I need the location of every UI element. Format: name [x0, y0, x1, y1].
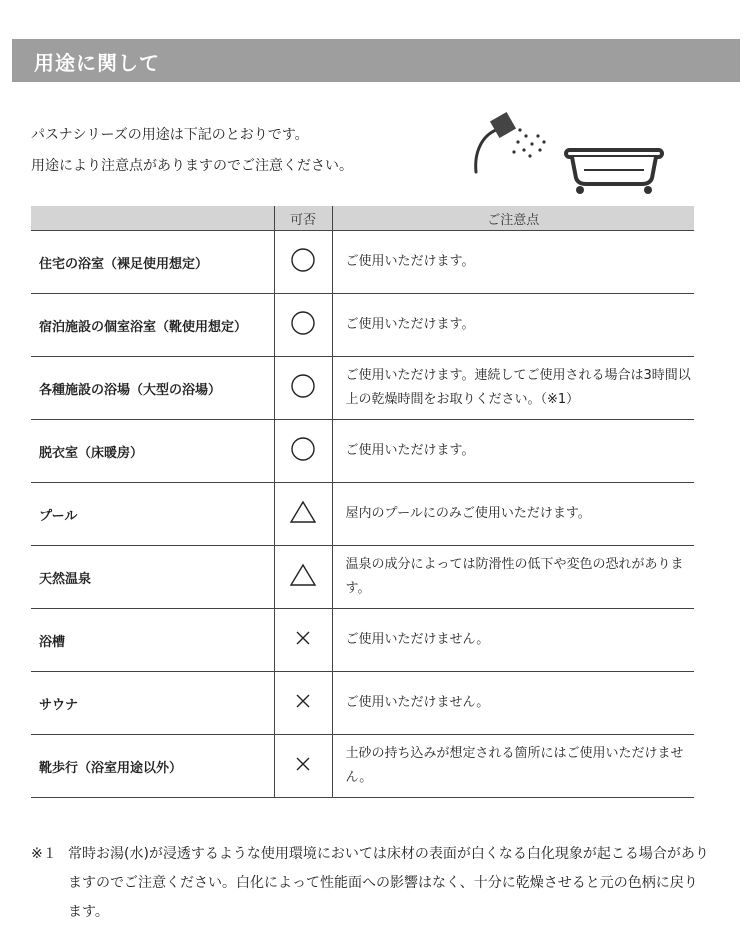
row-note: ご使用いただけません。 — [332, 609, 694, 672]
circle-icon — [274, 420, 332, 483]
row-note: ご使用いただけません。 — [332, 672, 694, 735]
intro-line: 用途により注意点がありますのでご注意ください。 — [31, 158, 353, 174]
circle-icon — [274, 294, 332, 357]
footnote-text: 常時お湯(水)が浸透するような使用環境においては床材の表面が白くなる白化現象が起こる場合がありますのでご注意ください。白化によって性能面への影響はなく、十分に乾燥させると元の色柄に戻ります。 — [68, 846, 709, 920]
section-header — [12, 39, 740, 82]
table-row — [31, 357, 694, 420]
footnote-mark: ※１ — [31, 846, 57, 862]
intro-text — [31, 120, 353, 182]
row-note: ご使用いただけます。連続してご使用される場合は3時間以上の乾燥時間をお取りください。（※1） — [332, 357, 694, 420]
header-place — [31, 206, 274, 231]
bath-illustration — [468, 108, 668, 198]
header-ok: 可否 — [274, 206, 332, 231]
section-title: 用途に関して — [34, 51, 160, 75]
table-row — [31, 231, 694, 294]
header-note: ご注意点 — [332, 206, 694, 231]
shower-head-icon — [476, 114, 546, 172]
table-row — [31, 294, 694, 357]
cross-icon — [274, 735, 332, 798]
table-row — [31, 609, 694, 672]
table-row — [31, 672, 694, 735]
bathtub-icon — [566, 150, 662, 194]
row-place: 脱衣室（床暖房） — [31, 420, 274, 483]
row-place: 靴歩行（浴室用途以外） — [31, 735, 274, 798]
table-row — [31, 546, 694, 609]
intro-line: パスナシリーズの用途は下記のとおりです。 — [31, 127, 309, 143]
row-place: サウナ — [31, 672, 274, 735]
row-note: 土砂の持ち込みが想定される箇所にはご使用いただけません。 — [332, 735, 694, 798]
row-note: ご使用いただけます。 — [332, 294, 694, 357]
row-place: 各種施設の浴場（大型の浴場） — [31, 357, 274, 420]
table-header-row — [31, 206, 694, 231]
triangle-icon — [274, 483, 332, 546]
circle-icon — [274, 357, 332, 420]
row-note: ご使用いただけます。 — [332, 231, 694, 294]
cross-icon — [274, 672, 332, 735]
row-place: 住宅の浴室（裸足使用想定） — [31, 231, 274, 294]
triangle-icon — [274, 546, 332, 609]
row-place: プール — [31, 483, 274, 546]
row-place: 宿泊施設の個室浴室（靴使用想定） — [31, 294, 274, 357]
usage-table — [31, 206, 694, 798]
row-place: 浴槽 — [31, 609, 274, 672]
footnote — [31, 840, 711, 927]
table-row — [31, 483, 694, 546]
table-row — [31, 420, 694, 483]
table-row — [31, 735, 694, 798]
row-note: ご使用いただけます。 — [332, 420, 694, 483]
row-place: 天然温泉 — [31, 546, 274, 609]
row-note: 屋内のプールにのみご使用いただけます。 — [332, 483, 694, 546]
row-note: 温泉の成分によっては防滑性の低下や変色の恐れがあります。 — [332, 546, 694, 609]
cross-icon — [274, 609, 332, 672]
circle-icon — [274, 231, 332, 294]
